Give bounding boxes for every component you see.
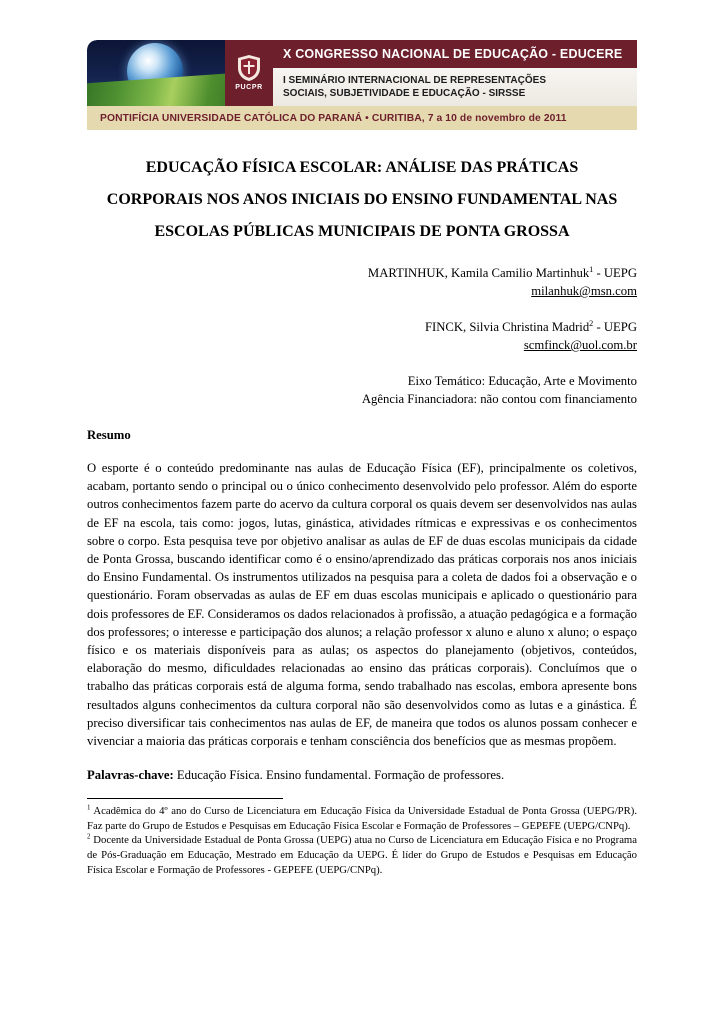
paper-title-line2: CORPORAIS NOS ANOS INICIAIS DO ENSINO FUNDAMENTAL NAS <box>106 191 618 208</box>
footnote-separator <box>87 798 283 799</box>
paper-title-line3: ESCOLAS PÚBLICAS MUNICIPAIS DE PONTA GROSSA <box>154 223 570 240</box>
author-block <box>87 264 637 408</box>
footnotes <box>87 804 637 877</box>
author1-affiliation: - UEPG <box>593 266 637 280</box>
pucpr-logo-label: PUCPR <box>235 84 263 91</box>
congress-title: X CONGRESSO NACIONAL DE EDUCAÇÃO - EDUCERE <box>273 40 637 68</box>
author1-group <box>87 264 637 300</box>
pucpr-shield-icon <box>238 55 260 81</box>
paper-meta-group <box>87 372 637 408</box>
footnote-1-text: Acadêmica do 4º ano do Curso de Licenciatura em Educação Física da Universidade Estadual de Ponta Grossa (UEPG/PR). Faz parte do Grupo de Estudos e Pesquisas em Educação Física Escolar e Formação de Professores – GEPEFE (UEPG/CNPq). <box>87 805 637 832</box>
agencia-financiadora: Agência Financiadora: não contou com financiamento <box>361 392 637 406</box>
author2-group <box>87 318 637 354</box>
eixo-tematico: Eixo Temático: Educação, Arte e Movimento <box>407 374 637 388</box>
paper-title <box>87 152 637 248</box>
seminar-subtitle-line1: I SEMINÁRIO INTERNACIONAL DE REPRESENTAÇÕES <box>283 75 546 86</box>
keywords-label: Palavras-chave: <box>87 768 174 783</box>
seminar-subtitle-line2: SOCIAIS, SUBJETIVIDADE E EDUCAÇÃO - SIRSSE <box>283 88 526 99</box>
congress-banner <box>87 40 637 130</box>
keywords-text: Educação Física. Ensino fundamental. Formação de professores. <box>173 768 505 783</box>
footnote-1 <box>87 804 637 833</box>
footnote-2-text: Docente da Universidade Estadual de Ponta Grossa (UEPG) atua no Curso de Licenciatura em Educação Física e no Programa de Pós-Graduação em Educação, Mestrado em Educação da UEPG. É líder do Grupo de Estudos e Pesquisas em Educação Física Escolar e Formação de Professores - GEPEFE (UEPG/CNPq). <box>87 834 637 876</box>
author2-footnote-ref: 2 <box>589 318 594 328</box>
author2-affiliation: - UEPG <box>593 320 637 334</box>
author1-footnote-ref: 1 <box>589 264 594 274</box>
resumo-heading: Resumo <box>87 428 131 442</box>
banner-text-column <box>273 40 637 106</box>
resumo-body: O esporte é o conteúdo predominante nas aulas de Educação Física (EF), principalmente os coletivos, acabam, portanto sendo o principal ou o único conhecimento desenvolvido pelo professor. Além do esporte outros conhecimentos fazem parte do acervo da cultura corporal os quais devem ser desenvolvidos nas aulas de EF na escola, tais como: jogos, lutas, ginástica, atividades rítmicas e expressivas e os conhecimentos sobre o corpo. Esta pesquisa teve por objetivo analisar as aulas de EF de duas escolas municipais da cidade de Ponta Grossa, buscando identificar como é o ensino/aprendizado das práticas corporais nos anos iniciais do Ensino Fundamental. Os instrumentos utilizados na pesquisa para a coleta de dados foi a observação e o questionário. Foram observadas as aulas de EF em duas escolas municipais e aplicado o questionário para dois professores de EF. Consideramos os dados relacionados à profissão, a atuação pedagógica e a formação dos professores; o interesse e participação dos alunos; a relação professor x aluno e aluno x aluno; o espaço físico e os materiais disponíveis para as aulas; os aspectos do planejamento (objetivos, conteúdos, elaboração do mesmo, dificuldades relacionadas ao ensino das práticas corporais). Concluímos que o trabalho das práticas corporais está de alguma forma, sendo trabalhado nas escolas, embora apresente bons resultados alguns conhecimentos da cultura corporal não são desenvolvidos como as lutas e a ginástica. É preciso diversificar tais conhecimentos nas aulas de EF, de maneira que todos os alunos possam conhecer e vivenciar a maioria das práticas corporais e tenham consciência dos benefícios que as mesmas propõem. <box>87 461 637 749</box>
earth-landscape-image <box>87 40 225 106</box>
author2-name: FINCK, Silvia Christina Madrid <box>424 320 590 334</box>
author1-name: MARTINHUK, Kamila Camilio Martinhuk <box>367 266 590 280</box>
seminar-subtitle <box>273 68 637 106</box>
paper-title-line1: EDUCAÇÃO FÍSICA ESCOLAR: ANÁLISE DAS PRÁTICAS <box>145 159 579 176</box>
keywords-line <box>87 766 637 784</box>
author1-email-link[interactable]: milanhuk@msn.com <box>531 284 637 298</box>
banner-top-section <box>87 40 637 106</box>
footnote-2 <box>87 833 637 877</box>
banner-footer-strip: PONTIFÍCIA UNIVERSIDADE CATÓLICA DO PARANÁ • CURITIBA, 7 a 10 de novembro de 2011 <box>87 106 637 130</box>
pucpr-logo <box>225 40 273 106</box>
author2-email-link[interactable]: scmfinck@uol.com.br <box>523 338 637 352</box>
author2-line <box>87 318 637 336</box>
footnote-1-ref: 1 <box>87 803 91 812</box>
author1-line <box>87 264 637 282</box>
footnote-2-ref: 2 <box>87 832 91 841</box>
